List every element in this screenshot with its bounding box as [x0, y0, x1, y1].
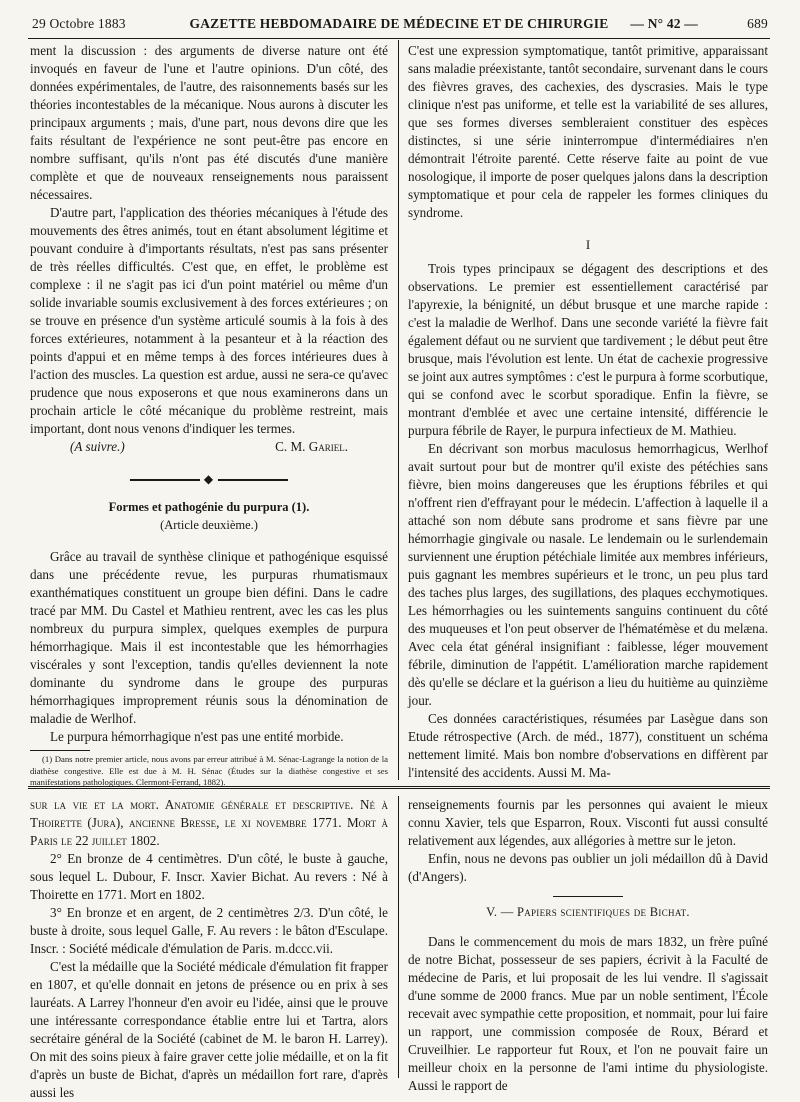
paragraph: C'est la médaille que la Société médicale d'émulation fit frapper en 1807, et qu'elle donnait en jetons de présence ou en prix à ses lauréats. A Larrey l'honneur d'en avoir eu l'idée, ainsi que le prouve une intéressante correspondance établie entre lui et Tartra, alors secrétaire général de la Société (cabinet de M. le baron H. Larrey). On mit des soins pieux à faire graver cette jolie médaille, et on la fit d'après un buste de Bichat, d'après un médaillon fort rare, d'après aussi les: [30, 959, 388, 1100]
paragraph: Enfin, nous ne devons pas oublier un joli médaillon dû à David (d'Angers).: [408, 851, 768, 884]
issue-date: 29 Octobre 1883: [32, 16, 126, 31]
paragraph: En décrivant son morbus maculosus hemorrhagicus, Werlhof avait surtout pour but de montrer qu'il existe des pétéchies sans fièvre, bien moins dangereuses que les éruptions fébriles et qui n'offrent rien d'effrayant pour le médecin. L'affection à laquelle il a attaché son nom débute sans prodrome et sans fièvre par une hémorrhagie gingivale ou nasale. Le lendemain ou le surlendemain surviennent une éruption pétéchiale limitée aux membres inférieurs, puis gagnant les membres supérieurs et le tronc, un peu plus tard des taches plus larges, des sugillations, des plaques ecchymotiques. Les hémorrhagies ou les suintements sanguins continuent du côté des muqueuses et l'on peut observer de l'hématémèse et du melæna. Avec cela état général insignifiant : faiblesse, léger mouvement fébrile, diminution de l'appétit. L'amélioration marche rapidement dès qu'elle se déclare et la guérison a lieu du huitième au quinzième jour.: [408, 441, 768, 708]
section-heading: V. — Papiers scientifiques de Bichat.: [486, 905, 690, 919]
article-subtitle: (Article deuxième.): [160, 518, 258, 532]
footnote: (1) Dans notre premier article, nous avons par erreur attribué à M. Sénac-Lagrange la notion de la diathèse congestive. Elle est due à M. H. Sénac (Études sur la diathèse congestive et ses manifestations pathologiques. Clermont-Ferrand, 1882).: [30, 754, 388, 787]
paragraph: Grâce au travail de synthèse clinique et pathogénique esquissé dans une précédente revue, les purpuras rhumatismaux exanthématiques constituent un groupe bien défini. Dans le cadre tracé par MM. Du Castel et Mathieu rentrent, avec les cas les plus nombreux du purpura simplex, quelques exemples de purpura hémorrhagique. Mais il est incontestable que les hémorrhagies viscérales y sont l'exception, tandis qu'elles deviennent la note dominante du syndrome dans le groupe des purpuras hémorrhagiques improprement réunis sous la dénomination de maladie de Werlhof.: [30, 549, 388, 726]
paragraph: D'autre part, l'application des théories mécaniques à l'étude des mouvements des êtres animés, tout en étant absolument légitime et pouvant conduire à d'importants résultats, n'est pas sans présenter de très réelles difficultés. C'est que, en effet, le problème est complexe : il ne s'agit pas ici d'un point matériel ou même d'un solide invariable soumis exclusivement à des forces extérieures ; on se trouve en présence d'un système articulé soumis à la fois à des forces extérieures, notamment à la pesanteur et à la réaction des points d'appui et en même temps à des forces intérieures dues à l'action des muscles. La question est ardue, aussi ne sera-ce qu'avec prudence que nous exposerons et que nous examinerons dans un prochain article le côté mécanique du problème restreint, mais important, dont nous venons d'indiquer les termes.: [30, 205, 388, 436]
paragraph: renseignements fournis par les personnes qui avaient le mieux connu Xavier, tels que Esparron, Roux. Visconti fut aussi consulté relativement aux légendes, aux allégories à mettre sur le jeton.: [408, 797, 768, 848]
left-column-top: [30, 42, 388, 789]
horizontal-divider: [28, 786, 770, 789]
section-rule: [553, 896, 623, 897]
paragraph: Dans le commencement du mois de mars 1832, un frère puîné de notre Bichat, possesseur de ses papiers, écrivit à la Faculté de médecine de Paris, et lui proposait de les lui vendre. Il s'agissait d'une somme de 2000 francs. Mue par un noble sentiment, l'École recevait avec sympathie cette proposition, et nommait, pour lui faire un rapport, une commission composée de Roux, Bérard et Cruveilhier. Le rapporteur fut Roux, et l'on ne pouvait faire un meilleur choix en la personne de l'ami intime du physiologiste. Aussi le rapport de: [408, 934, 768, 1093]
paragraph: ment la discussion : des arguments de diverse nature ont été invoqués en faveur de l'une et l'autre opinions. D'un côté, des données expérimentales, de l'autre, des raisonnements basés sur les théories incontestables de la mécanique. Nous aurons à discuter les principaux arguments ; mais, d'une part, nous devons dire que les faits résultant de l'expérience ne sont peut-être pas encore en nombre suffisant, qu'ils n'ont pas été discutés d'une manière complète et que de nouveaux renseignements nous paraissent nécessaires.: [30, 43, 388, 202]
journal-title: GAZETTE HEBDOMADAIRE DE MÉDECINE ET DE CHIRURGIE: [189, 16, 609, 31]
paragraph: sur la vie et la mort. Anatomie générale et descriptive. Né à Thoirette (Jura), ancienne Bresse, le xi novembre 1771. Mort à Paris le 22 juillet 1802.: [30, 797, 388, 848]
paragraph: 2° En bronze de 4 centimètres. D'un côté, le buste à gauche, sous lequel L. Dubour, F. Inscr. Xavier Bichat. Au revers : Né à Thoirette en 1771. Mort en 1802.: [30, 851, 388, 902]
paragraph: Ces données caractéristiques, résumées par Lasègue dans son Etude rétrospective (Arch. de méd., 1877), constituent un schéma nettement limité. Mais bon nombre d'observations en diffèrent par l'intensité des accidents. Aussi M. Ma-: [408, 711, 768, 780]
running-header: [28, 16, 770, 36]
right-column-bottom: [408, 796, 768, 1095]
signature-line: [30, 438, 388, 456]
page-number: 689: [747, 16, 768, 31]
article-title: Formes et pathogénie du purpura (1).: [108, 500, 310, 514]
paragraph: 3° En bronze et en argent, de 2 centimètres 2/3. D'un côté, le buste à droite, sous lequel Galle, F. Au revers : le bâton d'Esculape. Inscr. : Société médicale d'émulation de Paris. m.dccc.vii.: [30, 905, 388, 956]
issue-number: — N° 42 —: [630, 16, 698, 31]
section-numeral: I: [585, 237, 591, 252]
paragraph: C'est une expression symptomatique, tantôt primitive, apparaissant sans maladie préexistante, tantôt secondaire, survenant dans le cours des fièvres graves, des cachexies, des dyscrasies. Mais le type clinique n'est pas uniforme, et telle est la variabilité de ses allures, que ses formes diverses sembleraient constituer des espèces distinctes, si une série ininterrompue d'intermédiaires n'en démontrait l'étroite parenté. Cette réserve faite au point de vue nosologique, il importe de poser quelques jalons dans la description symptomatique et pour cela de rappeler les formes cliniques du syndrome.: [408, 43, 768, 220]
column-divider: [398, 40, 399, 780]
section-ornament: ◆: [30, 470, 388, 488]
left-column-bottom: [30, 796, 388, 1102]
paragraph: Le purpura hémorrhagique n'est pas une entité morbide.: [50, 729, 344, 744]
paragraph: Trois types principaux se dégagent des descriptions et des observations. Le premier est essentiellement caractérisé par l'apyrexie, la bénignité, un début brusque et une marche rapide : c'est la maladie de Werlhof. Dans une seconde variété la fièvre fait également défaut ou ne survient que tardivement ; le début peut être brusque, mais l'évolution est lente. Un état de cachexie progressive se joint aux autres symptômes : c'est le purpura à forme scorbutique, qui se confond avec le scorbut sporadique. Enfin la fièvre, se montrant d'emblée et avec une certaine intensité, différencie le purpura fébrile de Rayer, le purpura infectieux de M. Mathieu.: [408, 261, 768, 438]
column-divider-bottom: [398, 796, 399, 1078]
footnote-rule: [30, 750, 90, 751]
to-be-continued: (A suivre.): [70, 439, 125, 454]
author-signature: C. M. Gariel.: [275, 439, 348, 454]
right-column-top: [408, 42, 768, 782]
header-rule: [28, 38, 770, 39]
